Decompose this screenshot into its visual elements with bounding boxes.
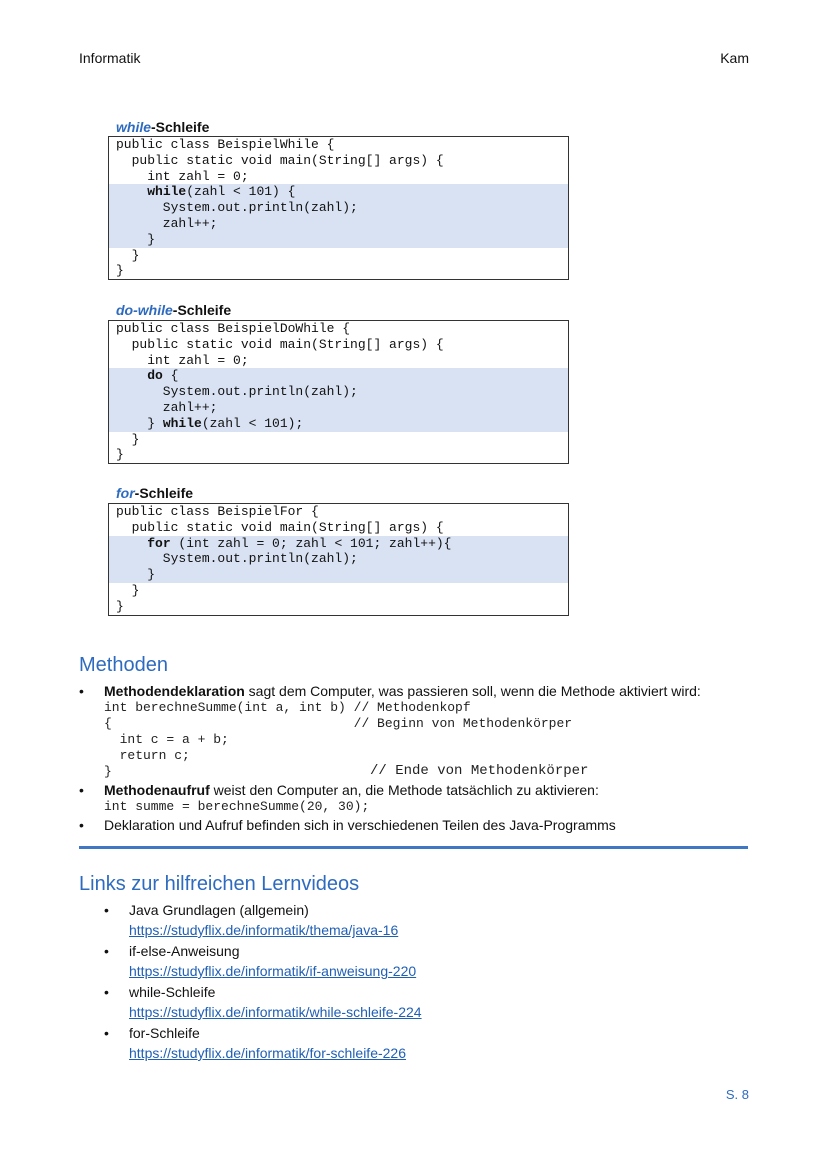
- link-label: Java Grundlagen (allgemein): [129, 902, 309, 918]
- deklaration-aufruf-text: Deklaration und Aufruf befinden sich in verschiedenen Teilen des Java-Programms: [104, 817, 616, 833]
- bullet-dot: •: [104, 943, 109, 959]
- code-line-highlighted: } while(zahl < 101);: [109, 416, 568, 432]
- code-line-highlighted: zahl++;: [109, 216, 568, 232]
- code-line: }: [116, 582, 140, 598]
- link-label: for-Schleife: [129, 1025, 200, 1041]
- code-line: int zahl = 0;: [116, 352, 249, 368]
- code-line: int c = a + b;: [104, 732, 229, 747]
- code-line-highlighted: System.out.println(zahl);: [109, 551, 568, 567]
- for-block-title: [116, 485, 193, 501]
- links-heading: Links zur hilfreichen Lernvideos: [79, 873, 360, 895]
- bullet-dot: •: [104, 902, 109, 918]
- term-methodenaufruf: Methodenaufruf: [104, 782, 210, 798]
- header-subject: Informatik: [79, 50, 141, 66]
- code-line: }: [116, 247, 140, 263]
- dowhile-title-rest: -Schleife: [172, 302, 232, 318]
- link-url[interactable]: https://studyflix.de/informatik/while-schleife-224: [129, 1004, 422, 1020]
- code-line-highlighted: while(zahl < 101) {: [109, 184, 568, 200]
- while-code-box: [108, 136, 569, 280]
- code-line: }: [116, 447, 124, 463]
- code-line: }: [116, 263, 124, 279]
- code-line-highlighted: System.out.println(zahl);: [109, 200, 568, 216]
- code-line-highlighted: zahl++;: [109, 400, 568, 416]
- code-line-highlighted: System.out.println(zahl);: [109, 384, 568, 400]
- code-line: return c;: [104, 748, 190, 763]
- code-line: }: [116, 431, 140, 447]
- code-line: { // Beginn von Methodenkörper: [104, 716, 573, 731]
- for-keyword: for: [116, 485, 135, 501]
- code-line: }: [104, 764, 112, 779]
- while-keyword: while: [116, 119, 152, 135]
- methodenaufruf-text: weist den Computer an, die Methode tatsächlich zu aktivieren:: [209, 782, 599, 798]
- methodendeklaration-text: sagt dem Computer, was passieren soll, wenn die Methode aktiviert wird:: [244, 683, 701, 699]
- for-code-box: [108, 503, 569, 616]
- term-methodendeklaration: Methodendeklaration: [104, 683, 245, 699]
- link-label: if-else-Anweisung: [129, 943, 240, 959]
- end-comment: // Ende von Methodenkörper: [370, 763, 589, 779]
- link-url[interactable]: https://studyflix.de/informatik/if-anweisung-220: [129, 963, 417, 979]
- code-line-highlighted: for (int zahl = 0; zahl < 101; zahl++){: [109, 536, 568, 552]
- code-line-highlighted: }: [109, 232, 568, 248]
- link-url[interactable]: https://studyflix.de/informatik/thema/java-16: [129, 922, 399, 938]
- code-line: public class BeispielFor {: [116, 504, 319, 519]
- code-line: public static void main(String[] args) {: [116, 152, 444, 168]
- bullet-dot: •: [79, 817, 84, 833]
- bullet-dot: •: [79, 782, 84, 798]
- bullet-dot: •: [79, 683, 84, 699]
- dowhile-code-box: [108, 320, 569, 464]
- code-line: public static void main(String[] args) {: [116, 336, 444, 352]
- bullet-dot: •: [104, 1025, 109, 1041]
- bullet-dot: •: [104, 984, 109, 1000]
- code-line-highlighted: do {: [109, 368, 568, 384]
- method-call-code: int summe = berechneSumme(20, 30);: [104, 799, 370, 814]
- page-number: S. 8: [725, 1087, 749, 1102]
- code-line: int zahl = 0;: [116, 168, 249, 184]
- code-line: int berechneSumme(int a, int b) // Methodenkopf: [104, 700, 471, 715]
- section-divider: [79, 846, 748, 849]
- for-title-rest: -Schleife: [134, 485, 194, 501]
- code-line: }: [116, 598, 124, 614]
- code-line-highlighted: }: [109, 567, 568, 583]
- code-line: public static void main(String[] args) {: [116, 519, 444, 535]
- dowhile-keyword: do-while: [116, 302, 173, 318]
- code-line: public class BeispielWhile {: [116, 137, 335, 152]
- while-title-rest: -Schleife: [151, 119, 210, 135]
- link-url[interactable]: https://studyflix.de/informatik/for-schleife-226: [129, 1045, 407, 1061]
- header-author: Kam: [720, 50, 749, 66]
- while-block-title: [116, 119, 209, 135]
- dowhile-block-title: [116, 302, 231, 318]
- code-line: public class BeispielDoWhile {: [116, 321, 351, 336]
- link-label: while-Schleife: [129, 984, 216, 1000]
- methoden-heading: Methoden: [79, 654, 168, 676]
